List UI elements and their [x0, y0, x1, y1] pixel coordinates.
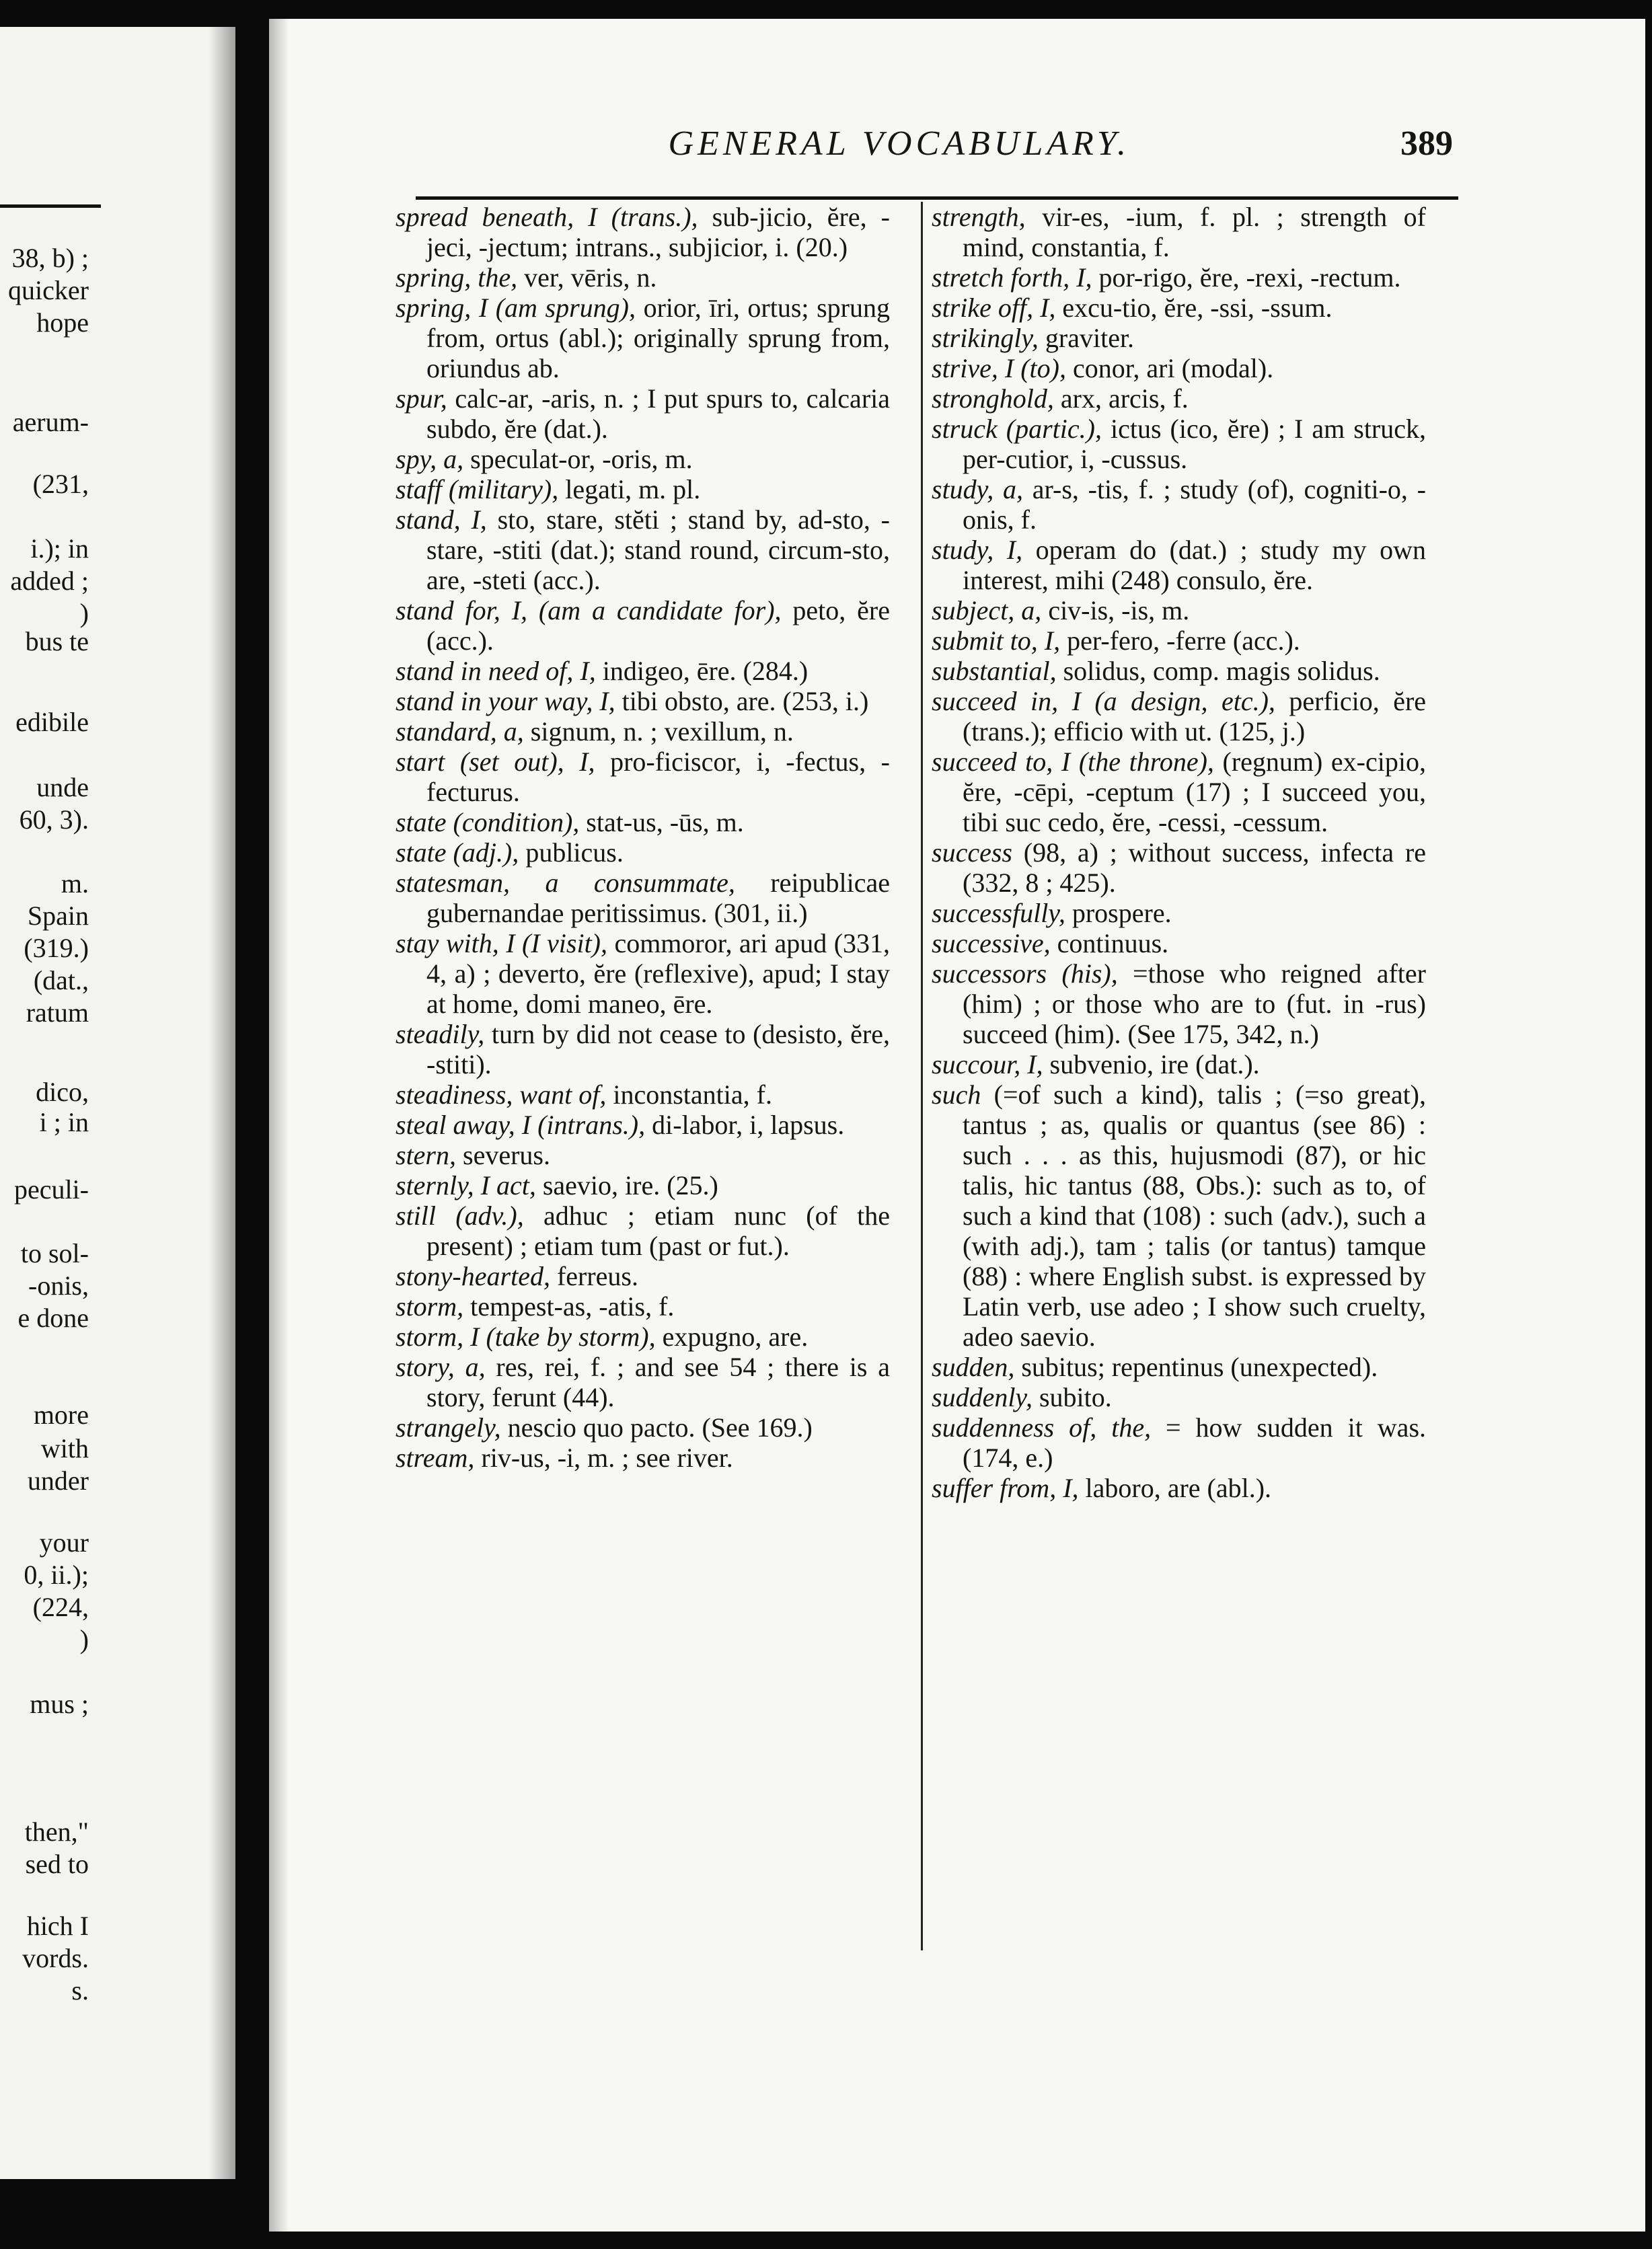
entry-definition: solidus, comp. magis solidus. — [1063, 656, 1380, 686]
vocab-entry — [932, 837, 1426, 898]
vocab-entry — [932, 293, 1426, 323]
vocab-entry — [396, 1322, 890, 1352]
vocab-entry — [396, 686, 890, 716]
left-page-line-text: 0, ii.); — [24, 1560, 89, 1590]
vocab-entry — [396, 837, 890, 868]
entry-definition: conor, ari (modal). — [1072, 353, 1274, 383]
entry-definition: laboro, are (abl.). — [1085, 1473, 1272, 1503]
entry-headword: steadiness, want of, — [396, 1079, 607, 1110]
entry-headword: strike off, I, — [932, 293, 1056, 323]
vocab-entry — [396, 504, 890, 595]
left-page-head-rule — [0, 204, 101, 208]
vocab-entry — [396, 1352, 890, 1412]
entry-definition: excu-tio, ĕre, -ssi, -ssum. — [1062, 293, 1332, 323]
entry-definition: prospere. — [1072, 898, 1172, 928]
entry-definition: publicus. — [525, 837, 624, 868]
vocab-entry — [932, 262, 1426, 293]
entry-headword: sudden, — [932, 1352, 1015, 1382]
entry-definition: subito. — [1039, 1382, 1112, 1412]
left-page-line — [0, 1302, 235, 1334]
left-page-line-text: aerum- — [12, 407, 89, 437]
left-page-line — [0, 1076, 235, 1108]
vocab-entry — [396, 1443, 890, 1473]
vocab-entry — [932, 1382, 1426, 1412]
left-page-line — [0, 1942, 235, 1975]
entry-headword: state (adj.), — [396, 837, 519, 868]
entry-definition: res, rei, f. ; and see 54 ; there is a story, ferunt (44). — [426, 1352, 891, 1412]
entry-headword: stream, — [396, 1443, 475, 1473]
entry-definition: saevio, ire. (25.) — [542, 1170, 718, 1200]
entry-definition: peto, ĕre (acc.). — [426, 595, 891, 656]
left-page-line — [0, 804, 235, 836]
left-page-line — [0, 1174, 235, 1206]
entry-headword: stand in your way, I, — [396, 686, 615, 716]
left-page-line — [0, 1591, 235, 1624]
left-page-line — [0, 242, 235, 274]
entry-headword: strikingly, — [932, 323, 1039, 353]
entry-headword: substantial, — [932, 656, 1057, 686]
entry-definition: (98, a) ; without success, infecta re (332, 8 ; 425). — [963, 837, 1427, 898]
vocab-entry — [396, 807, 890, 837]
left-page-fragment — [0, 27, 235, 2179]
left-page-line-text: then," — [24, 1817, 89, 1847]
entry-definition: =those who reigned after (him) ; or those who are to (fut. in -rus) succeed (him). (See 175, 342, n.) — [963, 958, 1426, 1049]
entry-definition: sto, stare, stĕti ; stand by, ad-sto, -stare, -stiti (dat.); stand round, circum-sto, are, -steti (acc.). — [426, 504, 891, 595]
vocab-entry — [932, 1049, 1426, 1079]
entry-headword: standard, a, — [396, 716, 524, 747]
vocab-entry — [932, 1352, 1426, 1382]
vocab-entry — [932, 747, 1426, 837]
left-page-line-text: (224, — [32, 1592, 89, 1622]
entry-definition: tempest-as, -atis, f. — [470, 1291, 675, 1322]
left-page-line — [0, 533, 235, 565]
entry-definition: ar-s, -tis, f. ; study (of), cogniti-o, -onis, f. — [963, 474, 1426, 535]
entry-headword: strangely, — [396, 1412, 501, 1443]
left-page-line-text: 38, b) ; — [11, 243, 89, 273]
vocab-entry — [396, 474, 890, 504]
left-page-line — [0, 307, 235, 339]
entry-definition: ver, vēris, n. — [524, 262, 657, 293]
left-page-line-text: hich I — [26, 1911, 89, 1941]
entry-headword: struck (partic.), — [932, 414, 1102, 444]
left-page-line-text: 60, 3). — [19, 804, 89, 835]
entry-definition: ictus (ico, ĕre) ; I am struck, per-cutior, i, -cussus. — [963, 414, 1427, 474]
entry-definition: (regnum) ex-cipio, ĕre, -cēpi, -ceptum (17) ; I succeed you, tibi suc cedo, ĕre, -cessi, -cessum. — [963, 747, 1426, 837]
entry-definition: signum, n. ; vexillum, n. — [530, 716, 794, 747]
vocab-entry — [396, 383, 890, 444]
left-page-line — [0, 997, 235, 1029]
vocab-entry — [396, 293, 890, 383]
left-page-line-text: more — [33, 1400, 89, 1430]
left-page-line-text: m. — [61, 868, 89, 899]
entry-headword: story, a, — [396, 1352, 486, 1382]
entry-headword: successfully, — [932, 898, 1065, 928]
entry-headword: subject, a, — [932, 595, 1042, 625]
entry-headword: spring, the, — [396, 262, 518, 293]
entry-headword: staff (military), — [396, 474, 559, 504]
entry-definition: por-rigo, ĕre, -rexi, -rectum. — [1098, 262, 1401, 293]
left-page-line-text: (319.) — [24, 933, 89, 963]
entry-headword: strength, — [932, 202, 1026, 232]
entry-headword: study, I, — [932, 535, 1023, 565]
vocab-entry — [932, 1079, 1426, 1352]
entry-definition: legati, m. pl. — [565, 474, 701, 504]
entry-headword: start (set out), I, — [396, 747, 595, 777]
left-page-line — [0, 1848, 235, 1880]
entry-headword: succeed to, I (the throne), — [932, 747, 1214, 777]
entry-definition: indigeo, ēre. (284.) — [602, 656, 809, 686]
entry-definition: vir-es, -ium, f. pl. ; strength of mind, constantia, f. — [963, 202, 1426, 262]
entry-definition: graviter. — [1045, 323, 1135, 353]
entry-headword: stay with, I (I visit), — [396, 928, 607, 958]
vocab-entry — [396, 656, 890, 686]
left-page-line-text: i.); in — [30, 533, 89, 564]
running-head-title: GENERAL VOCABULARY. — [668, 124, 1130, 163]
left-page-line — [0, 468, 235, 500]
entry-definition: severus. — [463, 1140, 550, 1170]
entry-headword: stand in need of, I, — [396, 656, 596, 686]
left-page-line-text: dico, — [36, 1077, 89, 1107]
entry-headword: successors (his), — [932, 958, 1118, 989]
entry-headword: spread beneath, I (trans.), — [396, 202, 698, 232]
entry-definition: = how sudden it was. (174, e.) — [963, 1412, 1427, 1473]
left-page-line — [0, 1624, 235, 1656]
vocab-entry — [396, 868, 890, 928]
entry-definition: orior, īri, ortus; sprung from, ortus (abl.); originally sprung from, oriundus ab. — [426, 293, 891, 383]
entry-definition: calc-ar, -aris, n. ; I put spurs to, calcaria subdo, ĕre (dat.). — [426, 383, 890, 444]
left-page-line — [0, 597, 235, 630]
left-page-line — [0, 1816, 235, 1848]
left-page-line-text: bus te — [25, 626, 89, 656]
vocab-entry — [396, 1079, 890, 1110]
left-page-line-text: (231, — [32, 469, 89, 499]
entry-headword: stronghold, — [932, 383, 1054, 414]
left-page-line-text: with — [40, 1433, 89, 1463]
vocab-entry — [396, 1291, 890, 1322]
vocab-entry — [932, 202, 1426, 262]
vocab-column-left — [396, 202, 890, 1473]
left-page-line — [0, 964, 235, 997]
vocab-entry — [396, 1261, 890, 1291]
running-head — [417, 124, 1453, 178]
vocab-entry — [932, 383, 1426, 414]
vocab-entry — [932, 535, 1426, 595]
page-number: 389 — [1400, 124, 1453, 163]
left-page-line-text: unde — [36, 772, 89, 802]
entry-headword: stand, I, — [396, 504, 487, 535]
left-page-line-text: ) — [79, 598, 89, 628]
entry-definition: commoror, ari apud (331, 4, a) ; deverto, ĕre (reflexive), apud; I stay at home, domi maneo, ēre. — [426, 928, 891, 1019]
left-page-line — [0, 565, 235, 597]
entry-headword: spy, a, — [396, 444, 464, 474]
left-page-line-text: under — [27, 1465, 89, 1496]
left-page-line — [0, 1975, 235, 2007]
left-page-line — [0, 1688, 235, 1720]
entry-definition: turn by did not cease to (desisto, ĕre, -stiti). — [426, 1019, 891, 1079]
entry-definition: arx, arcis, f. — [1060, 383, 1189, 414]
entry-headword: stern, — [396, 1140, 456, 1170]
vocab-entry — [396, 202, 890, 262]
entry-definition: expugno, are. — [662, 1322, 809, 1352]
entry-headword: storm, I (take by storm), — [396, 1322, 656, 1352]
left-page-line-text: your — [39, 1527, 89, 1558]
entry-headword: suddenness of, the, — [932, 1412, 1152, 1443]
entry-headword: success — [932, 837, 1012, 868]
vocab-entry — [396, 1110, 890, 1140]
vocab-entry — [932, 656, 1426, 686]
vocab-entry — [396, 1412, 890, 1443]
left-page-line-text: (dat., — [33, 965, 89, 995]
left-page-line-text: ) — [79, 1624, 89, 1654]
entry-headword: storm, — [396, 1291, 464, 1322]
entry-definition: ferreus. — [556, 1261, 638, 1291]
entry-definition: subitus; repentinus (unexpected). — [1021, 1352, 1378, 1382]
entry-headword: succour, I, — [932, 1049, 1043, 1079]
entry-definition: stat-us, -ūs, m. — [586, 807, 744, 837]
entry-headword: steadily, — [396, 1019, 485, 1049]
left-page-line-text: to sol- — [20, 1238, 89, 1268]
entry-definition: inconstantia, f. — [613, 1079, 772, 1110]
left-page-line-text: edibile — [15, 707, 89, 737]
vocab-entry — [396, 928, 890, 1019]
left-page-line — [0, 771, 235, 804]
entry-definition: sub-jicio, ĕre, -jeci, -jectum; intrans., subjicior, i. (20.) — [426, 202, 890, 262]
entry-headword: stand for, I, (am a candidate for), — [396, 595, 782, 625]
entry-definition: operam do (dat.) ; study my own interest, mihi (248) consulo, ĕre. — [963, 535, 1427, 595]
left-page-line-text: vords. — [22, 1943, 89, 1973]
vocab-entry — [932, 474, 1426, 535]
entry-headword: still (adv.), — [396, 1200, 524, 1231]
left-page-line-text: quicker — [8, 275, 89, 305]
entry-headword: state (condition), — [396, 807, 580, 837]
entry-headword: suffer from, I, — [932, 1473, 1079, 1503]
entry-headword: strive, I (to), — [932, 353, 1066, 383]
vocab-entry — [932, 898, 1426, 928]
left-page-line — [0, 706, 235, 738]
left-page-line — [0, 1465, 235, 1497]
entry-headword: sternly, I act, — [396, 1170, 536, 1200]
vocab-entry — [932, 414, 1426, 474]
vocab-entry — [396, 1140, 890, 1170]
vocab-entry — [932, 1412, 1426, 1473]
entry-headword: spur, — [396, 383, 447, 414]
entry-headword: statesman, a consummate, — [396, 868, 735, 898]
left-page-line — [0, 1237, 235, 1270]
vocab-entry — [932, 958, 1426, 1049]
left-page-line — [0, 932, 235, 964]
vocab-entry — [396, 1200, 890, 1261]
entry-definition: continuus. — [1057, 928, 1169, 958]
left-page-line — [0, 1527, 235, 1559]
left-page-line-text: peculi- — [13, 1174, 89, 1205]
left-page-line — [0, 900, 235, 932]
vocab-entry — [932, 928, 1426, 958]
vocab-entry — [932, 1473, 1426, 1503]
entry-headword: succeed in, I (a design, etc.), — [932, 686, 1275, 716]
entry-definition: pro-ficiscor, i, -fectus, -fecturus. — [426, 747, 890, 807]
entry-definition: speculat-or, -oris, m. — [470, 444, 693, 474]
left-page-line — [0, 1270, 235, 1302]
vocab-entry — [932, 353, 1426, 383]
entry-definition: civ-is, -is, m. — [1048, 595, 1190, 625]
vocab-column-right — [932, 202, 1426, 1503]
entry-headword: stretch forth, I, — [932, 262, 1092, 293]
vocab-entry — [396, 716, 890, 747]
column-divider — [921, 202, 923, 1950]
entry-headword: stony-hearted, — [396, 1261, 550, 1291]
left-page-line-text: e done — [17, 1303, 89, 1333]
vocab-entry — [396, 595, 890, 656]
page-edge-shadow — [269, 19, 289, 2232]
entry-definition: (=of such a kind), talis ; (=so great), tantus ; as, qualis or quantus (see 86) : such . . . as this, hujusmodi (87), or hic talis, hic tantus (88, Obs.): such as to, of such a kind that (108) : such (adv.), such a (with adj.), tam ; talis (or tantus) tamque (88) : where English subst. is expressed by Latin verb, use adeo ; I show such cruelty, adeo saevio. — [963, 1079, 1427, 1352]
entry-definition: riv-us, -i, m. ; see river. — [481, 1443, 733, 1473]
left-page-line-text: -onis, — [28, 1270, 89, 1301]
left-page-line-text: Spain — [27, 901, 89, 931]
entry-headword: successive, — [932, 928, 1051, 958]
entry-definition: tibi obsto, are. (253, i.) — [622, 686, 869, 716]
left-page-line — [0, 274, 235, 307]
left-page-line-text: sed to — [25, 1849, 89, 1879]
left-page-line — [0, 625, 235, 658]
vocab-entry — [932, 625, 1426, 656]
entry-definition: subvenio, ire (dat.). — [1049, 1049, 1260, 1079]
left-page-line-text: i ; in — [39, 1107, 89, 1137]
left-page-line — [0, 1559, 235, 1591]
vocab-entry — [396, 747, 890, 807]
left-page-line-text: ratum — [26, 997, 89, 1028]
gutter-shadow — [209, 27, 235, 2179]
entry-headword: study, a, — [932, 474, 1023, 504]
left-page-line-text: hope — [36, 307, 89, 338]
entry-headword: such — [932, 1079, 981, 1110]
left-page-line-text: added ; — [10, 566, 89, 596]
left-page-line — [0, 1106, 235, 1139]
vocab-entry — [932, 323, 1426, 353]
vocab-entry — [396, 1170, 890, 1200]
entry-definition: nescio quo pacto. (See 169.) — [507, 1412, 813, 1443]
vocab-entry — [396, 1019, 890, 1079]
vocab-entry — [396, 262, 890, 293]
entry-headword: suddenly, — [932, 1382, 1032, 1412]
left-page-line — [0, 1433, 235, 1465]
vocab-entry — [932, 686, 1426, 747]
header-rule — [416, 196, 1458, 200]
left-page-line-text: s. — [71, 1975, 89, 2006]
entry-definition: reipublicae gubernandae peritissimus. (301, ii.) — [426, 868, 890, 928]
entry-definition: perficio, ĕre (trans.); efficio with ut. (125, j.) — [963, 686, 1427, 747]
entry-definition: per-fero, -ferre (acc.). — [1067, 625, 1300, 656]
entry-definition: adhuc ; etiam nunc (of the present) ; etiam tum (past or fut.). — [426, 1200, 891, 1261]
left-page-line — [0, 1910, 235, 1942]
entry-headword: submit to, I, — [932, 625, 1061, 656]
left-page-line — [0, 868, 235, 900]
entry-headword: steal away, I (intrans.), — [396, 1110, 646, 1140]
left-page-line — [0, 1399, 235, 1431]
left-page-line-text: mus ; — [30, 1689, 89, 1719]
vocab-entry — [396, 444, 890, 474]
vocab-entry — [932, 595, 1426, 625]
entry-headword: spring, I (am sprung), — [396, 293, 636, 323]
entry-definition: di-labor, i, lapsus. — [652, 1110, 845, 1140]
left-page-line — [0, 406, 235, 439]
